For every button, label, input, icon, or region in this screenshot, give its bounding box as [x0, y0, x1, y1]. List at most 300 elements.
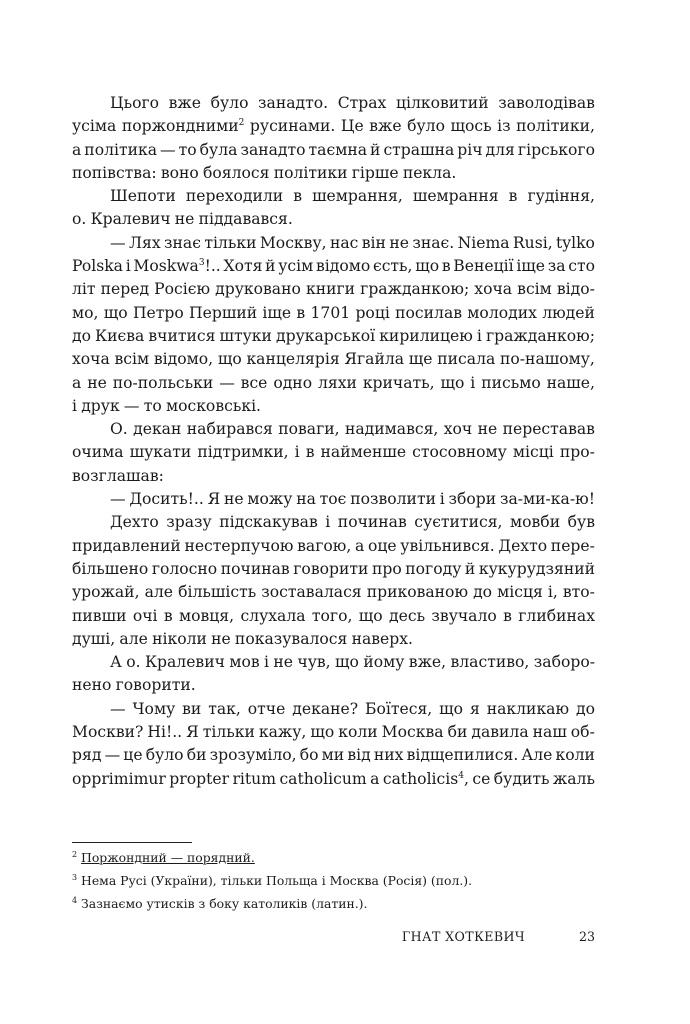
word: а [72, 373, 82, 392]
word: то [178, 140, 197, 159]
word: кажу, [258, 723, 307, 742]
word: прикованою [366, 583, 469, 602]
word: це [123, 746, 143, 765]
text-line [72, 488, 595, 511]
word: гудіння, [527, 187, 595, 206]
word: хоча [474, 280, 513, 299]
running-footer-author: ГНАТ ХОТКЕВИЧ [401, 929, 525, 944]
word: вже [369, 117, 402, 136]
word: очима [72, 443, 124, 462]
word: Це [340, 117, 364, 136]
text-line [72, 232, 595, 255]
word: — [219, 373, 235, 392]
word: кричать, [362, 373, 435, 392]
word: — [123, 396, 140, 415]
word: о. [72, 210, 87, 229]
word: сто [568, 257, 595, 276]
word: таємна [308, 140, 368, 159]
word: занадто [240, 140, 306, 159]
word: тоє [319, 490, 347, 509]
word: propter [169, 769, 230, 788]
word: по-польськи [112, 373, 214, 392]
word: ляхи [317, 373, 357, 392]
word: заволодівав [498, 94, 595, 112]
word: — [110, 699, 126, 718]
word: — [104, 746, 121, 765]
word: Кралевич [144, 653, 225, 672]
word: по-нашому, [500, 350, 595, 369]
word: що [439, 699, 464, 718]
word: ми [321, 746, 345, 765]
word: і [325, 513, 331, 532]
word: Перший [189, 303, 258, 322]
footnote-marker: 4 [458, 770, 465, 781]
word: від [347, 746, 371, 765]
word: декане? [292, 699, 359, 718]
word: переставав [502, 420, 595, 439]
word: боялося [203, 163, 270, 182]
word: Москву, [259, 233, 327, 252]
word: увільнився. [400, 536, 495, 555]
word: Я [186, 723, 199, 742]
word: позволити [350, 490, 436, 509]
word: не [224, 490, 244, 509]
footnote-text: Нема Русі (України), тільки Польща і Москва (Росія) (пол.). [81, 873, 473, 888]
word: Я [207, 490, 221, 509]
word: a [370, 769, 380, 788]
word: була [199, 140, 238, 159]
word: Хотя [223, 257, 263, 276]
word: до [72, 326, 91, 345]
word: починав [337, 513, 407, 532]
word: вже, [408, 653, 447, 672]
word: людей [542, 303, 595, 322]
word: десь [389, 606, 426, 625]
word: в [305, 443, 315, 462]
word: вагою, [297, 536, 352, 555]
footnote-number: 2 [72, 850, 78, 859]
word: накликаю [486, 699, 570, 718]
word: шемрання [412, 187, 499, 206]
word: Ягайла [344, 350, 405, 369]
word: літ [72, 280, 96, 299]
word: політики, [516, 117, 595, 136]
word: властиво, [450, 653, 530, 672]
word: а [72, 140, 82, 159]
word: політика [84, 140, 158, 159]
word: піддавався. [198, 210, 293, 229]
word: погоду [405, 559, 462, 578]
word: зрозуміло, [209, 746, 297, 765]
word: що [310, 723, 335, 742]
word: починав [220, 559, 290, 578]
word: opprimimur [72, 769, 166, 788]
word: в [441, 257, 451, 276]
word: Києва [95, 326, 145, 345]
footnote-number: 4 [72, 896, 78, 905]
word: надимався, [344, 420, 439, 439]
word: можу [247, 490, 293, 509]
word: — [110, 490, 126, 509]
word: Чому [132, 699, 176, 718]
word: був [567, 513, 595, 532]
word: о. [126, 653, 141, 672]
word: не [211, 629, 231, 648]
word: Дехто [498, 536, 548, 555]
word: душі, [72, 629, 116, 648]
word: говорити [293, 559, 369, 578]
word: штуки [219, 326, 272, 345]
word: і [264, 653, 269, 672]
word: них [373, 746, 404, 765]
word: страшна [383, 140, 455, 159]
text-line [72, 302, 595, 325]
text-line [72, 651, 595, 674]
word: тільки [204, 233, 257, 252]
text-line [72, 698, 595, 721]
word: до [473, 583, 493, 602]
word: знає [164, 233, 201, 252]
word: чув, [297, 653, 331, 672]
word: не [477, 420, 498, 439]
word: не [174, 210, 195, 229]
word: писала [437, 350, 496, 369]
word: відщепилися. [406, 746, 519, 765]
word: наше, [546, 373, 595, 392]
word: би [447, 723, 468, 742]
word: в [293, 187, 303, 206]
footnote-separator [72, 842, 192, 843]
footnote [72, 869, 595, 892]
word: а [355, 536, 365, 555]
word: i [125, 257, 131, 276]
word: звучало [431, 606, 497, 625]
word: будить [493, 769, 550, 788]
word: не [273, 653, 294, 672]
word: мовби [510, 513, 561, 532]
text-line [72, 744, 595, 767]
word: іще [516, 257, 546, 276]
footnotes [72, 846, 595, 915]
word: давила [471, 723, 529, 742]
word: Rusi, [512, 233, 553, 252]
text-line [72, 139, 595, 162]
word: шемрання, [312, 187, 403, 206]
word: хоч [443, 420, 473, 439]
word: гражданкою; [485, 326, 595, 345]
word: catholicis$^4$, [382, 769, 469, 788]
page-number: 23 [578, 929, 595, 944]
word: коли [338, 723, 378, 742]
word: році [355, 303, 390, 322]
word: очі [132, 606, 158, 625]
word: для [485, 140, 515, 159]
word: оце [367, 536, 397, 555]
word: єсть, [372, 257, 413, 276]
word: catholicum [279, 769, 367, 788]
word: не [87, 373, 107, 392]
text-line [72, 325, 595, 348]
word: русинами. [249, 117, 336, 136]
word: то [143, 396, 162, 415]
word: тільки [202, 723, 255, 742]
word: заборо- [533, 653, 595, 672]
word: наш [532, 723, 567, 742]
word: не [389, 233, 409, 252]
word: місця [497, 583, 543, 602]
word: говорити. [115, 676, 196, 695]
word: що [335, 653, 359, 672]
word: Але [521, 746, 553, 765]
word: цілковитий [395, 94, 489, 112]
word: голосно [151, 559, 218, 578]
word: того, [311, 606, 353, 625]
word: і [470, 373, 476, 392]
word: місці [512, 443, 554, 462]
word: ніколи [152, 629, 207, 648]
word: пекла. [402, 163, 457, 182]
word: Цього [110, 94, 160, 112]
footnote-number: 3 [72, 873, 78, 882]
word: відомо, [153, 350, 214, 369]
word: би [186, 746, 207, 765]
text-line [72, 115, 595, 138]
text-line [72, 535, 595, 558]
word: молодих [467, 303, 537, 322]
word: найменше [320, 443, 407, 462]
word: ви [182, 699, 202, 718]
word: — [110, 233, 126, 252]
word: в [503, 606, 512, 625]
word: поржондними$^2$ [121, 117, 245, 136]
word: Polska [72, 257, 123, 276]
word: що [358, 606, 383, 625]
text-line [72, 558, 595, 581]
word: Москви? [72, 723, 144, 742]
text-line [72, 418, 595, 441]
word: іще [262, 303, 292, 322]
word: — [160, 140, 176, 159]
word: Niema [457, 233, 510, 252]
word: відо- [556, 280, 595, 299]
word: щось [450, 117, 492, 136]
word: отче [247, 699, 286, 718]
word: показувалося [234, 629, 348, 648]
word: Венеції [453, 257, 514, 276]
footnote-text: Зазнаємо утисків з боку католиків (латин.). [81, 896, 368, 911]
word: поваги, [278, 420, 340, 439]
word: про- [559, 443, 595, 462]
word: бо [299, 746, 319, 765]
word: Кралевич [90, 210, 171, 229]
word: за [547, 257, 566, 276]
word: що [103, 303, 128, 322]
word: ще [408, 350, 433, 369]
word: що [217, 350, 242, 369]
word: стосовному [412, 443, 507, 462]
footnote-marker: 3 [198, 258, 205, 269]
word: я [469, 699, 480, 718]
word: друк [81, 396, 120, 415]
word: ряд [72, 746, 102, 765]
word: гражданкою; [360, 280, 470, 299]
word: все [240, 373, 268, 392]
word: хоча [72, 350, 110, 369]
word: декан [133, 420, 182, 439]
text-line [72, 721, 595, 744]
word: і [294, 443, 300, 462]
word: глибинах [518, 606, 595, 625]
word: політики [273, 163, 348, 182]
word: письмо [481, 373, 541, 392]
word: й [464, 559, 476, 578]
word: А [110, 653, 122, 672]
word: але [144, 583, 174, 602]
word: нас [329, 233, 359, 252]
word: було [145, 746, 184, 765]
text-line [72, 208, 595, 231]
text-line [72, 255, 595, 278]
word: слухала [240, 606, 306, 625]
text-line [72, 372, 595, 395]
word: і [476, 326, 482, 345]
word: до [575, 699, 595, 718]
word: Москва [381, 723, 444, 742]
word: московські. [165, 396, 262, 415]
word: і [439, 490, 445, 509]
word: Moskwa$^3$!.. [133, 257, 221, 276]
word: зоставалася [261, 583, 362, 602]
word: за-ми-ка-ю! [499, 490, 595, 509]
word: друковано [215, 280, 301, 299]
word: і [72, 396, 77, 415]
word: й [265, 257, 276, 276]
footnote [72, 892, 595, 915]
text-line [72, 278, 595, 301]
word: Страх [337, 94, 387, 112]
word: нестерпучою [184, 536, 294, 555]
word: Лях [128, 233, 161, 252]
text-line [72, 628, 595, 651]
word: се [472, 769, 491, 788]
word: tylko [556, 233, 595, 252]
word: попівства: [72, 163, 157, 182]
word: більшість [178, 583, 257, 602]
word: що [440, 373, 465, 392]
word: йому [363, 653, 405, 672]
page-footer [72, 929, 595, 949]
word: ritum [232, 769, 277, 788]
word: наверх. [351, 629, 414, 648]
text-line [72, 395, 595, 418]
word: підтримки, [197, 443, 289, 462]
word: придавлений [72, 536, 181, 555]
word: так, [208, 699, 241, 718]
footnote [72, 846, 595, 869]
word: 1701 [310, 303, 351, 322]
text-line [72, 465, 595, 488]
word: в [163, 606, 173, 625]
word: одно [273, 373, 313, 392]
word: він [361, 233, 386, 252]
word: возглашав: [72, 466, 164, 485]
text-line [72, 348, 595, 371]
word: занадто. [258, 94, 329, 112]
word: усім [278, 257, 314, 276]
word: друкарської [276, 326, 376, 345]
word: гірше [351, 163, 399, 182]
word: Росією [154, 280, 211, 299]
text-line [72, 92, 595, 115]
word: посилав [395, 303, 463, 322]
word: гірського [517, 140, 595, 159]
word: О. [110, 420, 128, 439]
word: було [407, 117, 445, 136]
text-line [72, 511, 595, 534]
word: в [296, 303, 306, 322]
word: Дехто [110, 513, 159, 532]
word: Ні!.. [147, 723, 183, 742]
word: набирався [186, 420, 273, 439]
word: канцелярія [246, 350, 340, 369]
word: й [370, 140, 381, 159]
word: урожай, [72, 583, 140, 602]
word: суєтитися, [414, 513, 503, 532]
footnote-text: Поржондний — порядний. [81, 850, 255, 865]
text-line [72, 768, 595, 791]
word: перед [100, 280, 150, 299]
word: пере- [550, 536, 595, 555]
text-line [72, 185, 595, 208]
word: всім [114, 350, 150, 369]
word: переходили [185, 187, 284, 206]
word: в [508, 187, 518, 206]
word: збори [448, 490, 497, 509]
word: але [119, 629, 148, 648]
word: кукурудзяний [478, 559, 595, 578]
text-line [72, 674, 595, 697]
word: мов [229, 653, 260, 672]
word: шукати [129, 443, 192, 462]
word: знає. [412, 233, 455, 252]
word: Боїтеся, [365, 699, 433, 718]
word: мовця, [178, 606, 235, 625]
word: про [371, 559, 402, 578]
word: книги [305, 280, 356, 299]
body-text [72, 92, 595, 791]
word: вчитися [148, 326, 216, 345]
word: вто- [562, 583, 595, 602]
word: відомо [315, 257, 371, 276]
word: об- [570, 723, 595, 742]
word: підскакував [219, 513, 318, 532]
text-line [72, 441, 595, 464]
word: із [497, 117, 511, 136]
word: кирилицею [379, 326, 473, 345]
word: і, [547, 583, 558, 602]
word: нено [72, 676, 112, 695]
text-line [72, 581, 595, 604]
word: воно [160, 163, 199, 182]
word: коли [555, 746, 595, 765]
word: Досить!.. [129, 490, 204, 509]
word: річ [457, 140, 483, 159]
word: зразу [166, 513, 212, 532]
footnote-marker: 2 [238, 118, 245, 129]
word: було [210, 94, 249, 112]
word: більшено [72, 559, 149, 578]
word: Шепоти [110, 187, 176, 206]
